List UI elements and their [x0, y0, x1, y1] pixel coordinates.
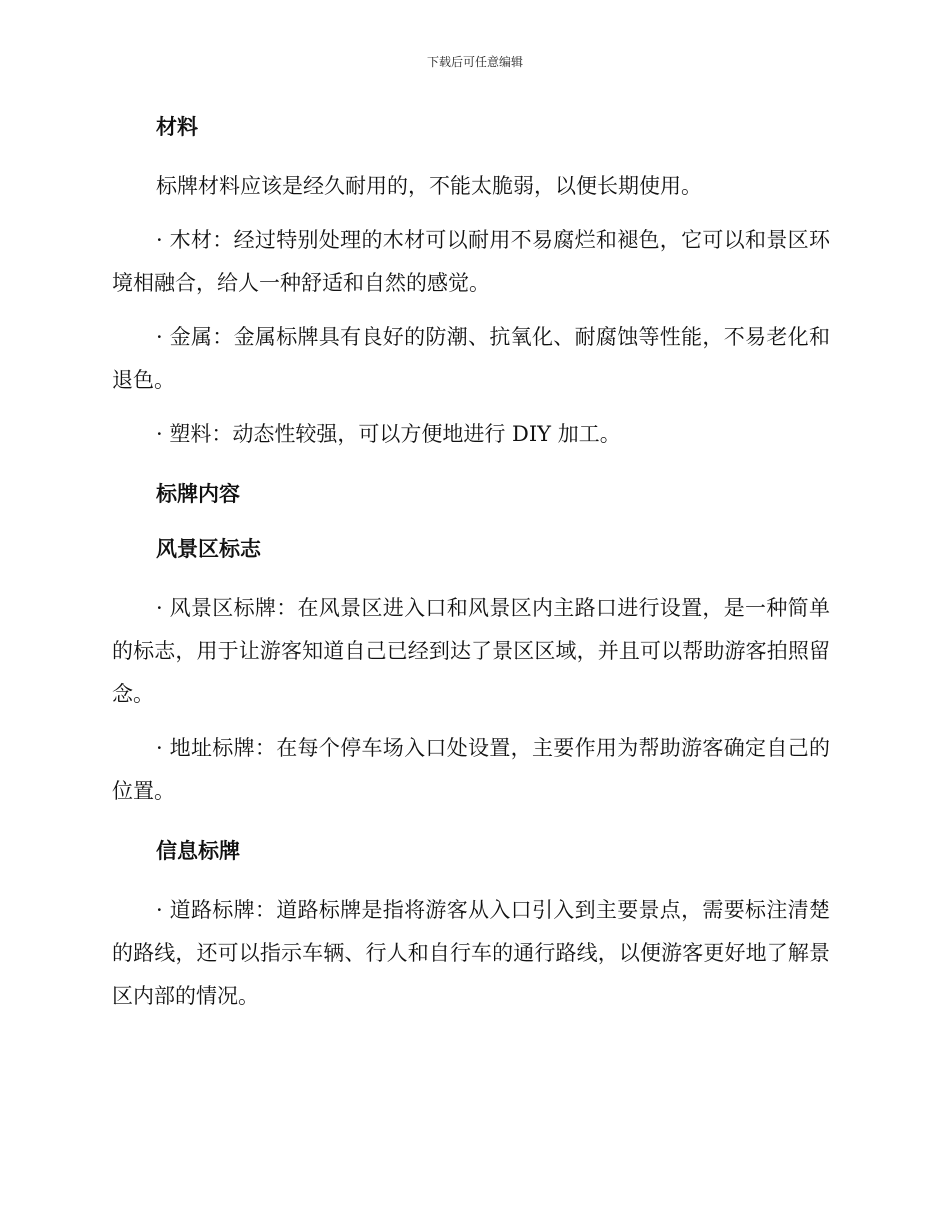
bullet-plastic: · 塑料：动态性较强，可以方便地进行 DIY 加工。 — [156, 422, 621, 446]
section-title-sign-content: 标牌内容 — [156, 482, 240, 506]
page-header-note: 下载后可任意编辑 — [426, 55, 523, 69]
bullet-metal: · 金属：金属标牌具有良好的防潮、抗氧化、耐腐蚀等性能，不易老化和退色。 — [112, 325, 830, 392]
bullet-address-sign: · 地址标牌：在每个停车场入口处设置，主要作用为帮助游客确定自己的位置。 — [112, 736, 830, 803]
section-title-materials: 材料 — [156, 115, 198, 139]
section-title-scenic-logo: 风景区标志 — [156, 537, 261, 561]
bullet-road-sign: · 道路标牌：道路标牌是指将游客从入口引入到主要景点，需要标注清楚的路线，还可以指示车辆、行人和自行车的通行路线，以便游客更好地了解景区内部的情况。 — [112, 898, 830, 1008]
document-body — [112, 110, 830, 1018]
bullet-wood: · 木材：经过特别处理的木材可以耐用不易腐烂和褪色，它可以和景区环境相融合，给人一种舒适和自然的感觉。 — [112, 228, 830, 295]
bullet-scenic-sign: · 风景区标牌：在风景区进入口和风景区内主路口进行设置，是一种简单的标志，用于让游客知道自己已经到达了景区区域，并且可以帮助游客拍照留念。 — [112, 596, 830, 706]
section-title-info-signs: 信息标牌 — [156, 839, 240, 863]
materials-intro: 标牌材料应该是经久耐用的，不能太脆弱，以便长期使用。 — [156, 174, 702, 198]
